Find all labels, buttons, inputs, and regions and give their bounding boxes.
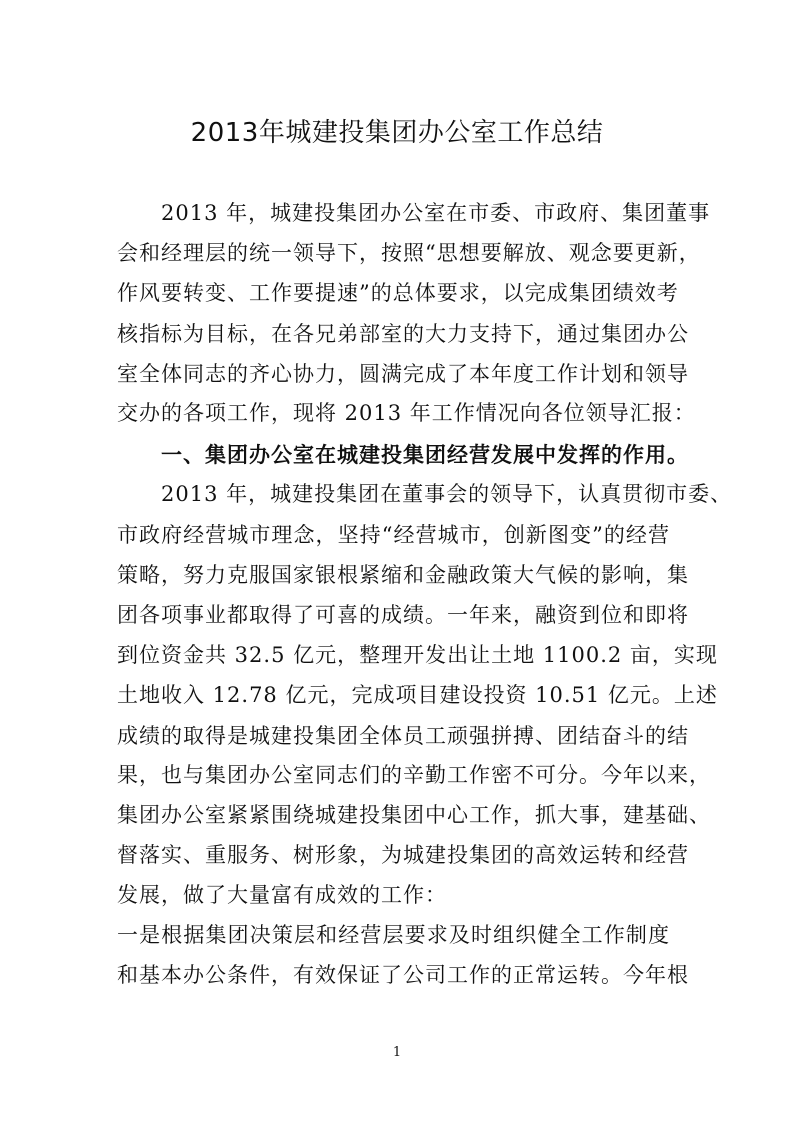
paragraph-line: 一是根据集团决策层和经营层要求及时组织健全工作制度 bbox=[117, 923, 670, 947]
paragraph-line: 和基本办公条件，有效保证了公司工作的正常运转。今年根 bbox=[117, 963, 689, 987]
paragraph-line: 会和经理层的统一领导下，按照“思想要解放、观念要更新， bbox=[117, 241, 701, 265]
paragraph-line: 作风要转变、工作要提速”的总体要求，以完成集团绩效考 bbox=[117, 281, 679, 305]
paragraph-line: 2013 年，城建投集团办公室在市委、市政府、集团董事 bbox=[161, 201, 711, 225]
paragraph-line: 土地收入 12.78 亿元，完成项目建设投资 10.51 亿元。上述 bbox=[117, 683, 718, 707]
paragraph-line: 交办的各项工作，现将 2013 年工作情况向各位领导汇报： bbox=[117, 401, 696, 425]
paragraph-line: 室全体同志的齐心协力，圆满完成了本年度工作计划和领导 bbox=[117, 362, 689, 386]
paragraph-line: 2013 年，城建投集团在董事会的领导下，认真贯彻市委、 bbox=[161, 482, 733, 506]
paragraph-line: 督落实、重服务、树形象，为城建投集团的高效运转和经营 bbox=[117, 843, 689, 867]
page-number: 1 bbox=[392, 1045, 402, 1060]
paragraph-line: 团各项事业都取得了可喜的成绩。一年来，融资到位和即将 bbox=[117, 603, 689, 627]
document-title: 2013年城建投集团办公室工作总结 bbox=[190, 118, 604, 148]
paragraph-line: 成绩的取得是城建投集团全体员工顽强拼搏、团结奋斗的结 bbox=[117, 724, 689, 748]
section-heading: 一、集团办公室在城建投集团经营发展中发挥的作用。 bbox=[161, 443, 689, 467]
paragraph-line: 集团办公室紧紧围绕城建投集团中心工作，抓大事，建基础、 bbox=[117, 803, 711, 827]
paragraph-line: 果，也与集团办公室同志们的辛勤工作密不可分。今年以来， bbox=[117, 763, 711, 787]
paragraph-line: 发展，做了大量富有成效的工作： bbox=[117, 883, 447, 907]
paragraph-line: 到位资金共 32.5 亿元，整理开发出让土地 1100.2 亩，实现 bbox=[117, 643, 718, 667]
paragraph-line: 核指标为目标，在各兄弟部室的大力支持下，通过集团办公 bbox=[117, 322, 689, 346]
paragraph-line: 市政府经营城市理念，坚持“经营城市，创新图变”的经营 bbox=[117, 523, 670, 547]
paragraph-line: 策略，努力克服国家银根紧缩和金融政策大气候的影响，集 bbox=[117, 563, 689, 587]
